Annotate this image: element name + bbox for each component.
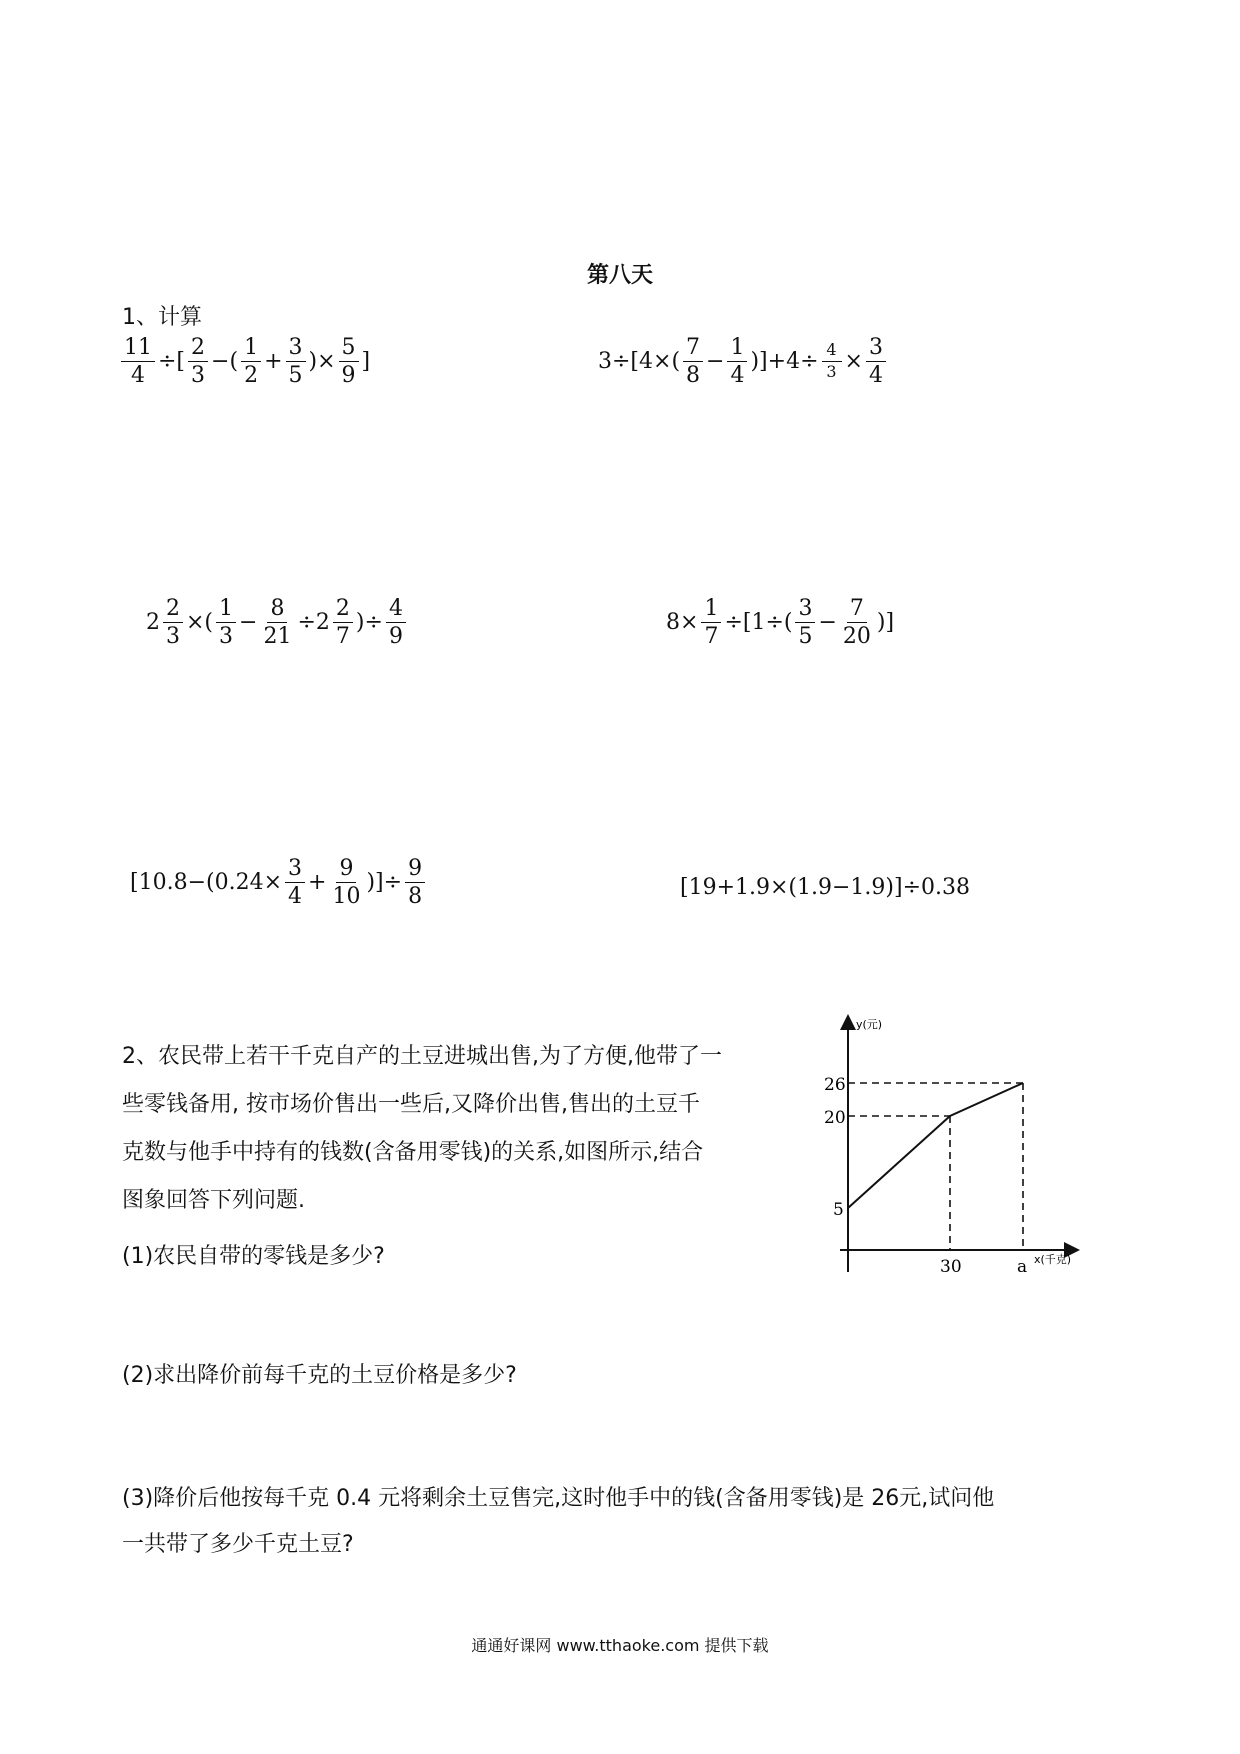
fraction-numerator: 8 [267,597,287,623]
fraction-numerator: 5 [339,336,359,362]
fraction-numerator: 1 [727,336,747,362]
fraction-numerator: 3 [285,857,305,883]
y-tick-26: 26 [824,1075,846,1095]
fraction-denominator: 21 [263,624,292,650]
y-axis-label: y(元) [856,1018,883,1031]
problem-2-line-1: 2、农民带上若干千克自产的土豆进城出售,为了方便,他带了一 [122,1044,722,1069]
fraction-numerator: 2 [333,597,353,623]
expression-text: ] [361,349,371,375]
expression-text: )] [876,610,895,636]
expression-1 [118,336,370,387]
fraction [121,336,155,387]
problem-2-line-4: 图象回答下列问题. [122,1188,305,1213]
expression-text: 8× [666,610,699,636]
section1-heading: 1、计算 [122,305,202,330]
fraction-denominator: 3 [166,624,180,650]
fraction-denominator: 8 [686,363,701,389]
fraction-numerator: 1 [701,597,721,623]
expression-text: 2 [315,610,330,636]
fraction-numerator: 7 [847,597,867,623]
expression-text: − [239,610,258,636]
fraction-denominator: 4 [131,363,145,389]
fraction [241,336,261,387]
fraction-denominator: 3 [219,624,234,650]
fraction-denominator: 5 [288,363,303,389]
expression-text: ÷[ [158,349,186,375]
expression-6 [680,875,970,900]
fraction-denominator: 3 [826,362,837,382]
x-tick-a: a [1017,1257,1028,1277]
fraction-numerator: 3 [286,336,306,362]
fraction-numerator: 2 [188,336,208,362]
fraction-numerator: 3 [866,336,886,362]
expression-text: )]+4÷ [750,349,819,375]
page-title: 第八天 [586,263,653,288]
fraction [795,597,815,648]
fraction [260,597,294,648]
data-line [848,1083,1023,1208]
fraction [285,857,305,908]
fraction [329,857,363,908]
fraction-denominator: 9 [341,363,356,389]
expression-text: )× [308,349,336,375]
problem-2-line-2: 些零钱备用, 按市场价售出一些后,又降价出售,售出的土豆千 [122,1092,700,1117]
fraction [683,336,703,387]
fraction [386,597,406,648]
fraction [727,336,747,387]
expression-4 [666,597,894,648]
fraction-numerator: 1 [241,336,261,362]
expression-text: ÷[1÷( [724,610,793,636]
expression-text: × [844,349,863,375]
fraction [866,336,886,387]
expression-text: −( [211,349,239,375]
fraction-denominator: 7 [704,624,719,650]
fraction-numerator: 4 [822,342,842,362]
expression-3 [146,597,409,648]
fraction-denominator: 20 [842,624,871,650]
fraction-numerator: 9 [336,857,356,883]
expression-text: − [706,349,725,375]
fraction-numerator: 9 [405,857,425,883]
expression-text: ÷ [297,610,316,636]
fraction [840,597,874,648]
fraction [216,597,236,648]
fraction-denominator: 4 [288,884,303,910]
expression-2 [598,336,889,387]
x-axis-label: x(千克) [1034,1253,1072,1266]
fraction-denominator: 5 [798,624,813,650]
fraction [163,597,183,648]
expression-text: + [308,870,327,896]
y-tick-20: 20 [824,1108,846,1128]
fraction-denominator: 8 [408,884,423,910]
expression-text: − [818,610,837,636]
fraction-numerator: 2 [163,597,183,623]
fraction-numerator: 3 [795,597,815,623]
expression-5 [130,857,428,908]
fraction [405,857,425,908]
question-3-line-1: (3)降价后他按每千克 0.4 元将剩余土豆售完,这时他手中的钱(含备用零钱)是 26元,试问他 [122,1486,995,1511]
expression-text: [19+1.9×(1.9−1.9)]÷0.38 [680,875,971,900]
price-graph [820,1010,1090,1285]
page-footer: 通通好课网 www.tthaoke.com 提供下载 [471,1636,769,1655]
fraction [339,336,359,387]
fraction-denominator: 9 [388,624,403,650]
question-3-line-2: 一共带了多少千克土豆? [122,1532,354,1557]
y-tick-5: 5 [833,1200,844,1220]
problem-2-line-3: 克数与他手中持有的钱数(含备用零钱)的关系,如图所示,结合 [122,1140,704,1165]
fraction [701,597,721,648]
expression-text: [10.8−(0.24× [130,870,283,896]
x-tick-30: 30 [940,1257,962,1277]
expression-text: )]÷ [366,870,403,896]
fraction [333,597,353,648]
expression-text: )÷ [355,610,383,636]
fraction-denominator: 4 [730,363,745,389]
fraction [188,336,208,387]
fraction [286,336,306,387]
fraction-denominator: 10 [332,884,361,910]
fraction-denominator: 2 [244,363,259,389]
question-2: (2)求出降价前每千克的土豆价格是多少? [122,1363,517,1388]
fraction-denominator: 7 [335,624,350,650]
problem-2-text [122,1033,822,1225]
expression-text: + [264,349,283,375]
question-1: (1)农民自带的零钱是多少? [122,1244,385,1269]
fraction-denominator: 3 [191,363,206,389]
expression-text: 2 [146,610,160,636]
fraction-numerator: 7 [683,336,703,362]
expression-text: ×( [186,610,214,636]
fraction-numerator: 11 [121,336,155,362]
fraction-denominator: 4 [868,363,883,389]
fraction-numerator: 1 [216,597,236,623]
mixed-number [316,597,356,648]
fraction-numerator: 4 [386,597,406,623]
fraction [822,342,842,381]
expression-text: 3÷[4×( [598,349,681,375]
mixed-number [146,597,186,648]
